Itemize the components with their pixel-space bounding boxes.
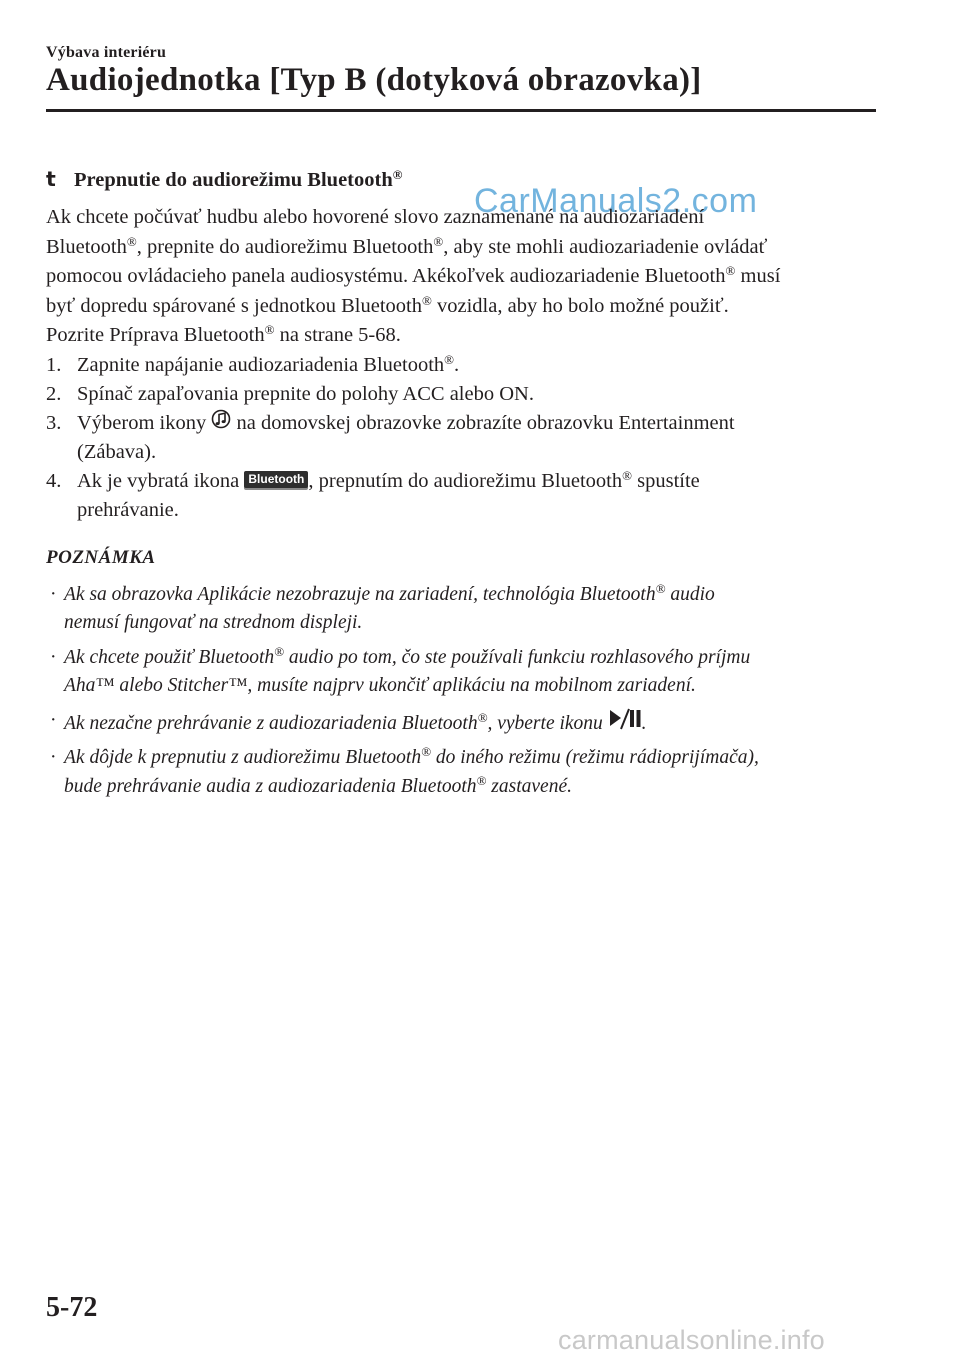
list-item: · Ak nezačne prehrávanie z audiozariadenia Bluetooth®, vyberte ikonu . bbox=[46, 707, 876, 739]
section-label: Výbava interiéru bbox=[46, 44, 167, 61]
footer-url: carmanualsonline.info bbox=[558, 1325, 825, 1355]
steps-list bbox=[46, 351, 876, 525]
section-heading: t Prepnutie do audiorežimu Bluetooth® bbox=[46, 164, 876, 195]
music-note-icon bbox=[211, 409, 231, 431]
list-item: 2. Spínač zapaľovania prepnite do polohy ACC alebo ON. bbox=[46, 382, 534, 405]
bluetooth-icon: Bluetooth bbox=[244, 471, 308, 488]
watermark: CarManuals2.com bbox=[474, 182, 758, 220]
note-title: POZNÁMKA bbox=[46, 546, 156, 568]
list-item: 4. Ak je vybratá ikona Bluetooth , prepnutím do audiorežimu Bluetooth® spustíte prehrávanie. bbox=[46, 467, 700, 521]
list-item: 1. Zapnite napájanie audiozariadenia Bluetooth®. bbox=[46, 351, 460, 376]
content bbox=[46, 164, 876, 807]
list-item: · Ak sa obrazovka Aplikácie nezobrazuje na zariadení, technológia Bluetooth® audio nemusí fungovať na strednom displeji. bbox=[50, 580, 715, 633]
section-marker: t bbox=[46, 167, 56, 191]
list-item: · Ak chcete použiť Bluetooth® audio po tom, čo ste používali funkciu rozhlasového príjmu Aha™ alebo Stitcher™, musíte najprv ukončiť aplikáciu na mobilnom zariadení. bbox=[50, 643, 751, 696]
page-number: 5-72 bbox=[46, 1292, 98, 1323]
page-title: Audiojednotka [Typ B (dotyková obrazovka)] bbox=[46, 62, 702, 98]
list-item: · Ak dôjde k prepnutiu z audiorežimu Bluetooth® do iného režimu (režimu rádioprijímača), bude prehrávanie audia z audiozariadenia Bluetooth® zastavené. bbox=[50, 744, 759, 797]
title-rule bbox=[46, 109, 876, 112]
list-item: 3. Výberom ikony na domovskej obrazovke zobrazíte obrazovku Entertainment (Zábava). bbox=[46, 409, 876, 467]
intro-paragraph: Ak chcete počúvať hudbu alebo hovorené slovo zaznamenané na audiozariadení Bluetooth®, prepnite do audiorežimu Bluetooth®, aby ste mohli audiozariadenie ovládať pomocou ovládacieho panela audiosystému. Akékoľvek audiozariadenie Bluetooth® musí byť dopredu spárované s jednotkou Bluetooth® vozidla, aby ho bolo možné použiť. Pozrite Príprava Bluetooth® na strane 5-68. bbox=[46, 206, 781, 346]
play-pause-icon bbox=[608, 707, 642, 731]
notes-list bbox=[46, 581, 876, 802]
